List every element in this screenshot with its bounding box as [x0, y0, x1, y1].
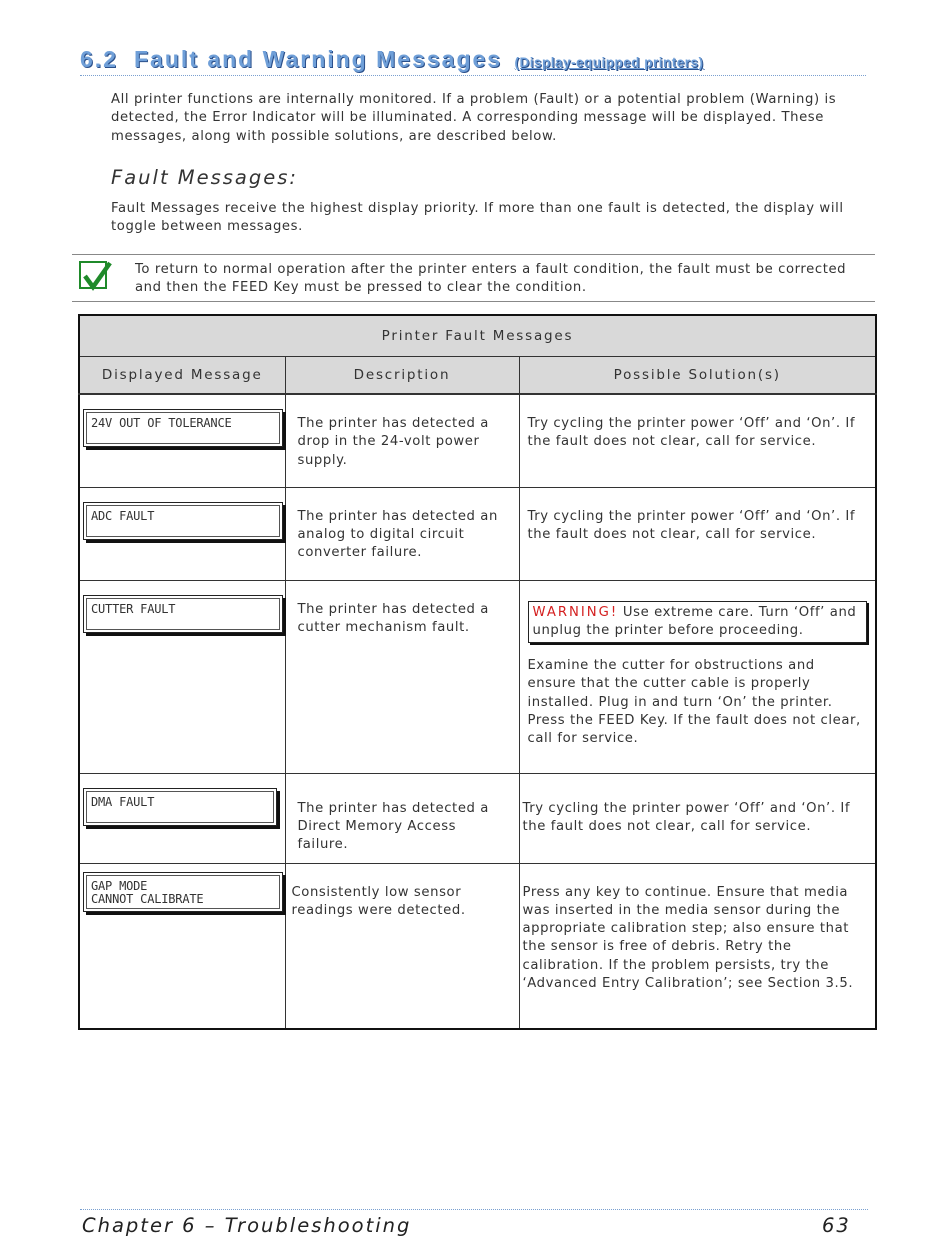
lcd-message: [83, 409, 283, 447]
table-row: [79, 773, 876, 863]
warning-text: Use extreme care. Turn ‘Off’ and unplug the printer before proceeding.: [532, 604, 857, 638]
table-row: [79, 487, 876, 580]
check-icon: [79, 261, 107, 289]
lcd-message: [83, 788, 277, 826]
lcd-message: [83, 502, 283, 540]
footer-chapter: Chapter 6 – Troubleshooting: [82, 1214, 412, 1237]
warning-callout: [528, 601, 868, 644]
row-description: The printer has detected a cutter mechanism fault.: [297, 601, 489, 635]
lcd-message-text: 24V OUT OF TOLERANCE: [86, 412, 280, 444]
table-caption: Printer Fault Messages: [79, 315, 876, 357]
page-number: 63: [822, 1214, 851, 1237]
row-solution: Try cycling the printer power ‘Off’ and ‘On’. If the fault does not clear, call for service.: [527, 508, 856, 542]
lcd-message: [83, 872, 283, 912]
lcd-message-text: GAP MODE CANNOT CALIBRATE: [86, 875, 280, 909]
table-row: [79, 394, 876, 487]
row-description: The printer has detected an analog to digital circuit converter failure.: [297, 508, 498, 561]
table-row: [79, 580, 876, 773]
row-description: The printer has detected a Direct Memory Access failure.: [297, 800, 489, 853]
lcd-message: [83, 595, 283, 633]
fault-messages-paragraph: Fault Messages receive the highest display priority. If more than one fault is detected, the display will toggle between messages.: [111, 201, 844, 235]
lcd-message-text: ADC FAULT: [86, 505, 280, 537]
fault-messages-table: [78, 314, 877, 1030]
column-header-description: Description: [285, 357, 519, 395]
intro-paragraph: All printer functions are internally monitored. If a problem (Fault) or a potential problem (Warning) is detected, the Error Indicator will be illuminated. A corresponding message will be displayed. These messages, along with possible solutions, are described below.: [111, 92, 837, 144]
column-header-solution: Possible Solution(s): [519, 357, 876, 395]
row-solution: Try cycling the printer power ‘Off’ and ‘On’. If the fault does not clear, call for service.: [522, 800, 851, 834]
fault-messages-subheading: Fault Messages:: [111, 166, 298, 189]
section-heading: [80, 46, 866, 76]
section-subtitle: (Display-equipped printers): [514, 55, 704, 70]
lcd-message-text: CUTTER FAULT: [86, 598, 280, 630]
row-solution: Try cycling the printer power ‘Off’ and ‘On’. If the fault does not clear, call for service.: [527, 416, 856, 450]
row-solution: Examine the cutter for obstructions and ensure that the cutter cable is properly installed. Plug in and turn ‘On’ the printer. Press the FEED Key. If the fault does not clear, call for service.: [527, 658, 861, 747]
row-description: Consistently low sensor readings were detected.: [291, 884, 466, 918]
note-box: [72, 254, 875, 302]
footer-rule: [80, 1209, 868, 1210]
table-row: [79, 863, 876, 1029]
row-solution: Press any key to continue. Ensure that media was inserted in the media sensor during the appropriate calibration step; also ensure that the sensor is free of debris. Retry the calibration. If the problem persists, try the ‘Advanced Entry Calibration’; see Section 3.5.: [522, 884, 854, 991]
section-number: 6.2: [80, 46, 118, 72]
note-text: To return to normal operation after the printer enters a fault condition, the fault must be corrected and then the FEED Key must be pressed to clear the condition.: [135, 262, 847, 296]
row-description: The printer has detected a drop in the 24-volt power supply.: [297, 416, 489, 468]
lcd-message-text: DMA FAULT: [86, 791, 274, 823]
column-header-message: Displayed Message: [79, 357, 285, 395]
warning-label: WARNING!: [532, 604, 619, 620]
section-title: Fault and Warning Messages: [133, 46, 503, 72]
